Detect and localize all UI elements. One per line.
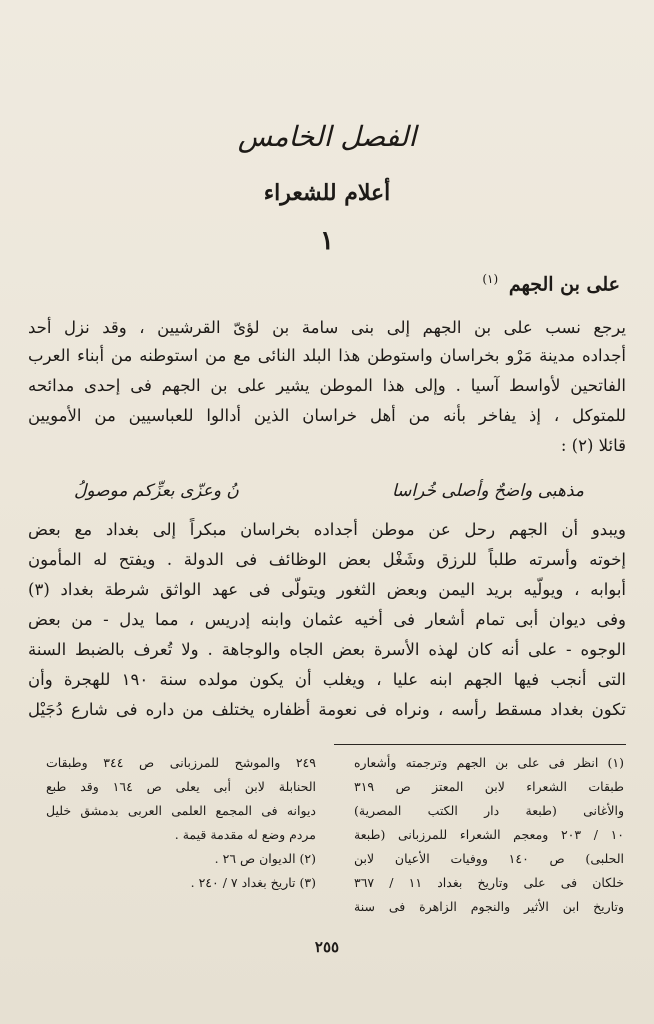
section-number: ١ <box>320 226 334 256</box>
footnote-line: خلكان فى على وتاريخ بغداد ١١ / ٣٦٧ <box>354 875 624 890</box>
body-line: التى أنجب فيها الجهم ابنه عليا ، ويغلب أن يكون مولده سنة ١٩٠ للهجرة وأن <box>28 670 626 689</box>
footnote-line: والأغانى (طبعة دار الكتب المصرية) <box>354 803 624 818</box>
body-line: وفى ديوان أبى تمام أشعار فى أخيه عثمان وابنه إدريس ، مما يدل - من بعض <box>28 610 626 629</box>
footnote-ref: (١) <box>482 272 499 286</box>
footnote-line: (١) انظر فى على بن الجهم وترجمته وأشعاره <box>354 755 624 770</box>
verse-line <box>74 481 584 501</box>
footnote-line: الحنابلة لابن أبى يعلى ص ١٦٤ وقد طبع <box>46 779 316 794</box>
body-line: الفاتحين لأواسط آسيا . وإلى هذا الموطن يشير على بن الجهم فى إحدى مدائحه <box>28 376 626 395</box>
footnote-line: ١٠ / ٢٠٣ ومعجم الشعراء للمرزبانى (طبعة <box>354 827 624 842</box>
footnote-line: (٣) تاريخ بغداد ٧ / ٢٤٠ . <box>190 875 316 890</box>
body-line: للمتوكل ، إذ يفاخر بأنه من أهل خراسان الذين أدالوا للعباسيين من الأمويين <box>28 406 626 425</box>
footnote-rule <box>334 744 626 745</box>
body-line: يرجع نسب على بن الجهم إلى بنى سامة بن لؤىّ القرشيين ، وقد نزل أحد <box>28 318 626 337</box>
body-line: تكون بغداد مسقط رأسه ، ونراه فى نعومة أظفاره يختلف من داره فى شارع دُجَيْل <box>28 700 626 719</box>
page-number: ٢٥٥ <box>314 938 340 956</box>
body-line: الوجوه - على أنه كان لهذه الأسرة بعض الجاه والوجاهة . ولا تُعرف بالضبط السنة <box>28 640 626 659</box>
footnote-line: وتاريخ ابن الأثير والنجوم الزاهرة فى سنة <box>354 899 624 914</box>
chapter-title: الفصل الخامس <box>237 120 417 153</box>
chapter-subtitle: أعلام للشعراء <box>263 180 391 206</box>
footnote-line: طبقات الشعراء لابن المعتز ص ٣١٩ <box>354 779 624 794</box>
body-line: إخوته وأسرته طلباً للرزق وشَغْل بعض الوظائف فى الدولة . ويفتح له المأمون <box>28 550 626 569</box>
verse-second-hemistich: نُ وعزّى بعزِّكم موصولُ <box>74 481 239 501</box>
footnote-line: ٢٤٩ والموشح للمرزبانى ص ٣٤٤ وطبقات <box>46 755 316 770</box>
body-line: قائلا (٢) : <box>560 436 626 455</box>
footnote-line: ديوانه فى المجمع العلمى العربى بدمشق خليل <box>46 803 316 818</box>
verse-first-hemistich: مذهبى واضحٌ وأصلى خُراسا <box>391 481 584 501</box>
entry-name: على بن الجهم <box>508 273 620 296</box>
body-line: أجداده مدينة مَرْو بخراسان واستوطن هذا البلد النائى مع من استوطنه من أبناء العرب <box>28 346 626 365</box>
footnote-line: مردم وضع له مقدمة قيمة . <box>174 827 316 842</box>
body-line: أبوابه ، ويولّيه بريد اليمن وبعض الثغور ويتولّى فى عهد الواثق شرطة بغداد (٣) <box>28 580 626 599</box>
footnote-line: الحلبى) ص ١٤٠ ووفيات الأعيان لابن <box>354 851 624 866</box>
entry-heading <box>482 272 620 295</box>
body-line: ويبدو أن الجهم رحل عن موطن أجداده بخراسان مبكراً إلى بغداد مع بعض <box>28 520 626 539</box>
footnote-line: (٢) الديوان ص ٢٦ . <box>214 851 316 866</box>
